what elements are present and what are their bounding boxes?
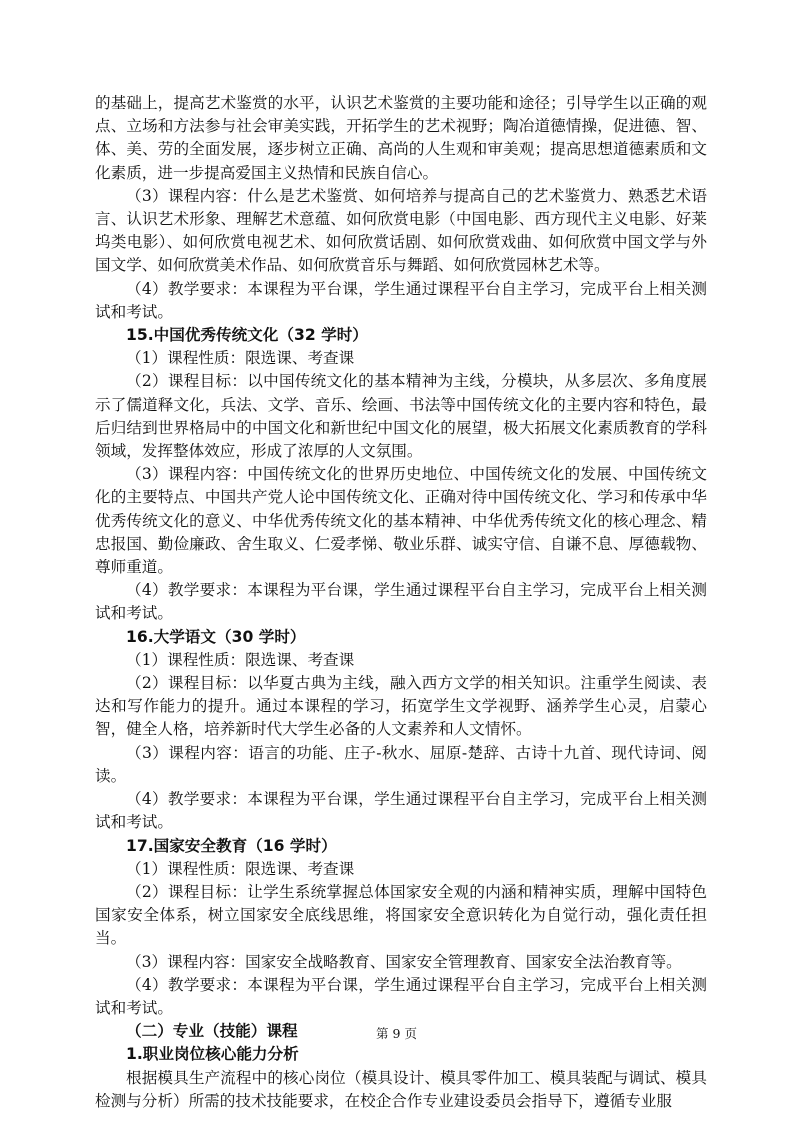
body-paragraph: （3）课程内容：什么是艺术鉴赏、如何培养与提高自己的艺术鉴赏力、熟悉艺术语言、认识艺术形象、理解艺术意蕴、如何欣赏电影（中国电影、西方现代主义电影、好莱坞类电影）、如何欣赏电视艺术、如何欣赏话剧、如何欣赏戏曲、如何欣赏中国文学与外国文学、如何欣赏美术作品、如何欣赏音乐与舞蹈、如何欣赏园林艺术等。 <box>95 186 707 275</box>
body-paragraph: （1）课程性质：限选课、考查课 <box>126 859 355 878</box>
body-paragraph: （2）课程目标：以华夏古典为主线，融入西方文学的相关知识。注重学生阅读、表达和写作能力的提升。通过本课程的学习，拓宽学生文学视野、涵养学生心灵，启蒙心智，健全人格，培养新时代大学生必备的人文素养和人文情怀。 <box>95 674 707 739</box>
section-heading: （二）专业（技能）课程 <box>126 1022 298 1041</box>
body-paragraph: （3）课程内容：中国传统文化的世界历史地位、中国传统文化的发展、中国传统文化的主要特点、中国共产党人论中国传统文化、正确对待中国传统文化、学习和传承中华优秀传统文化的意义、中华优秀传统文化的基本精神、中华优秀传统文化的核心理念、精忠报国、勤俭廉政、舍生取义、仁爱孝悌、敬业乐群、诚实守信、自谦不息、厚德载物、尊师重道。 <box>95 465 707 577</box>
section-heading: 15.中国优秀传统文化（32 学时） <box>126 326 368 345</box>
section-heading: 1.职业岗位核心能力分析 <box>126 1045 299 1064</box>
body-paragraph: （3）课程内容：语言的功能、庄子-秋水、屈原-楚辞、古诗十九首、现代诗词、阅读。 <box>95 743 707 785</box>
section-heading: 17.国家安全教育（16 学时） <box>126 836 337 855</box>
body-paragraph: （4）教学要求：本课程为平台课，学生通过课程平台自主学习，完成平台上相关测试和考试。 <box>95 975 707 1017</box>
section-heading: 16.大学语文（30 学时） <box>126 627 306 646</box>
body-paragraph: （1）课程性质：限选课、考查课 <box>126 650 355 669</box>
body-paragraph: 的基础上，提高艺术鉴赏的水平，认识艺术鉴赏的主要功能和途径；引导学生以正确的观点、立场和方法参与社会审美实践，开拓学生的艺术视野；陶冶道德情操，促进德、智、体、美、劳的全面发展，逐步树立正确、高尚的人生观和审美观；提高思想道德素质和文化素质，进一步提高爱国主义热情和民族自信心。 <box>95 94 707 182</box>
body-paragraph: （4）教学要求：本课程为平台课，学生通过课程平台自主学习，完成平台上相关测试和考试。 <box>95 790 707 832</box>
body-paragraph: （4）教学要求：本课程为平台课，学生通过课程平台自主学习，完成平台上相关测试和考试。 <box>95 279 707 321</box>
body-paragraph: （2）课程目标：以中国传统文化的基本精神为主线，分模块，从多层次、多角度展示了儒道释文化，兵法、文学、音乐、绘画、书法等中国传统文化的主要内容和特色，最后归结到世界格局中的中国文化和新世纪中国文化的展望，极大拓展文化素质教育的学科领域，发挥整体效应，形成了浓厚的人文氛围。 <box>95 372 707 461</box>
body-paragraph: （1）课程性质：限选课、考查课 <box>126 349 355 368</box>
body-paragraph: （2）课程目标：让学生系统掌握总体国家安全观的内涵和精神实质，理解中国特色国家安全体系，树立国家安全底线思维，将国家安全意识转化为自觉行动，强化责任担当。 <box>95 882 707 948</box>
body-paragraph: （4）教学要求：本课程为平台课，学生通过课程平台自主学习，完成平台上相关测试和考试。 <box>95 581 707 623</box>
body-paragraph: （3）课程内容：国家安全战略教育、国家安全管理教育、国家安全法治教育等。 <box>126 952 682 971</box>
page-number: 第 9 页 <box>376 1026 417 1041</box>
body-paragraph: 根据模具生产流程中的核心岗位（模具设计、模具零件加工、模具装配与调试、模具检测与分析）所需的技术技能要求，在校企合作专业建设委员会指导下，遵循专业服 <box>95 1068 707 1110</box>
document-page-body <box>95 92 707 1113</box>
